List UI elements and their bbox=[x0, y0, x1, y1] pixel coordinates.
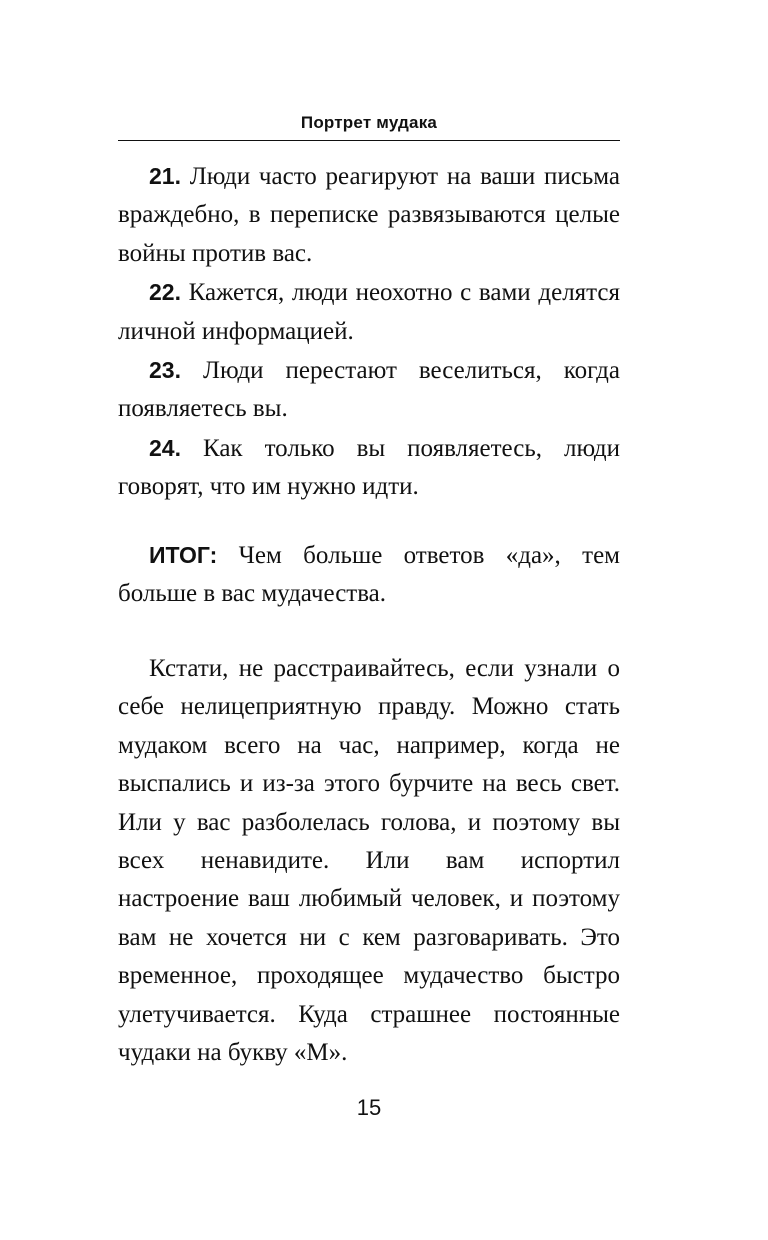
closing-block bbox=[118, 650, 620, 1072]
list-item bbox=[118, 429, 620, 507]
item-number: 23. bbox=[149, 357, 181, 384]
item-number: 24. bbox=[149, 434, 181, 461]
running-head: Портрет мудака bbox=[300, 113, 438, 132]
summary-text: Чем больше ответов «да», тем больше в вас мудачества. bbox=[118, 542, 621, 608]
summary bbox=[118, 536, 620, 614]
list-item bbox=[118, 351, 620, 429]
item-text: Как только вы появляетесь, люди говорят, что им нужно идти. bbox=[118, 434, 621, 501]
item-text: Люди перестают веселиться, когда появляетесь вы. bbox=[118, 357, 620, 423]
item-number: 22. bbox=[149, 279, 181, 306]
closing-paragraph: Кстати, не расстраивайтесь, если узнали о себе нелицеприятную правду. Можно стать мудаком всего на час, например, когда не выспались и из-за этого бурчите на весь свет. Или у вас разболелась голова, и поэтому вы всех ненавидите. Или вам испортил настроение ваш любимый человек, и поэтому вам не хочется ни с кем разговаривать. Это временное, проходящее мудачество быстро улетучивается. Куда страшнее постоянные чудаки на букву «М». bbox=[118, 655, 620, 1067]
page-number: 15 bbox=[356, 1095, 382, 1120]
item-text: Кажется, люди неохотно с вами делятся личной информацией. bbox=[118, 279, 620, 345]
item-number: 21. bbox=[149, 163, 181, 189]
list-item bbox=[118, 157, 620, 273]
numbered-list bbox=[118, 157, 620, 507]
summary-block bbox=[118, 536, 620, 614]
list-item bbox=[118, 273, 620, 351]
summary-label: ИТОГ: bbox=[149, 542, 218, 568]
item-text: Люди часто реагируют на ваши письма враждебно, в переписке развязываются целые войны против вас. bbox=[118, 163, 621, 267]
header-rule bbox=[118, 140, 620, 141]
